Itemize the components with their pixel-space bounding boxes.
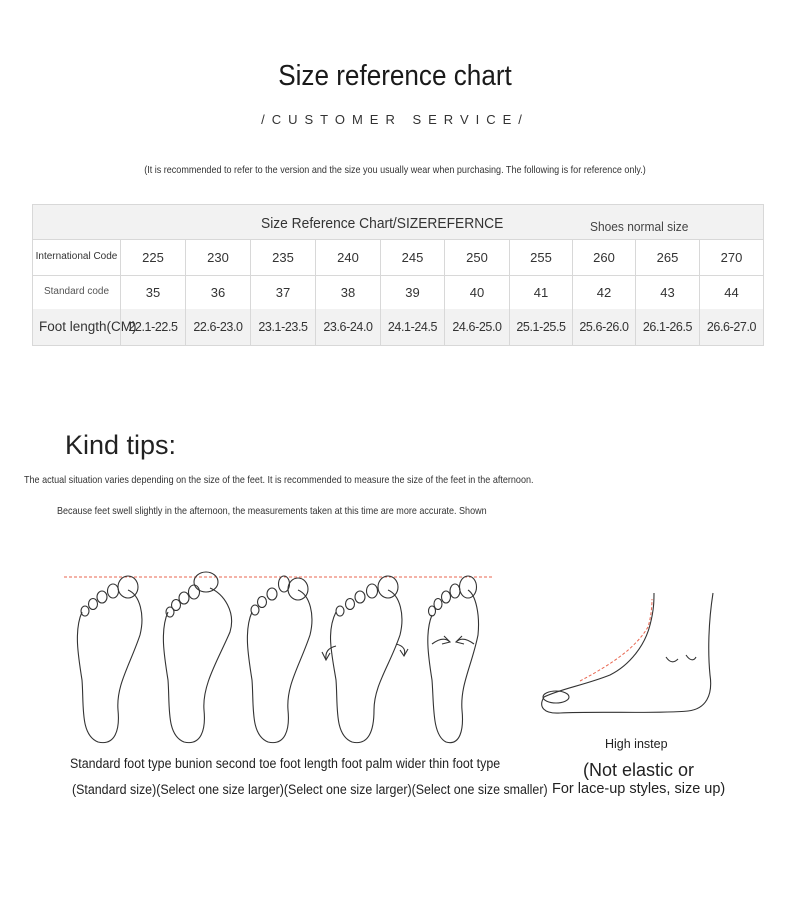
table-title: Size Reference Chart/SIZEREFERNCE — [261, 215, 504, 232]
table-cell: 25.6-26.0 — [572, 309, 635, 345]
instep-note: For lace-up styles, size up) — [552, 781, 726, 797]
table-cell: 22.1-22.5 — [120, 309, 185, 345]
table-row — [33, 309, 763, 345]
table-cell: 225 — [120, 239, 185, 275]
table-cell: 235 — [250, 239, 315, 275]
table-cell: 255 — [509, 239, 572, 275]
table-cell: 24.1-24.5 — [380, 309, 444, 345]
table-cell: 270 — [699, 239, 763, 275]
table-cell: 43 — [635, 275, 699, 309]
tip-line: Because feet swell slightly in the afternoon, the measurements taken at this time are more accurate. Shown — [57, 505, 487, 517]
foot-types-caption: Standard foot type bunion second toe foot length foot palm wider thin foot type — [70, 756, 501, 771]
table-cell: 36 — [185, 275, 250, 309]
instep-guide-line — [580, 599, 652, 681]
foot-sizes-caption: (Standard size)(Select one size larger)(Select one size larger)(Select one size smaller) — [72, 782, 548, 797]
standard-foot-icon — [77, 576, 142, 743]
table-cell: 38 — [315, 275, 380, 309]
table-cell: 240 — [315, 239, 380, 275]
table-cell: 40 — [444, 275, 509, 309]
table-cell: 42 — [572, 275, 635, 309]
tip-line: The actual situation varies depending on the size of the feet. It is recommended to measure the size of the feet in the afternoon. — [24, 474, 534, 486]
page-title: Size reference chart — [278, 60, 512, 92]
table-cell: 25.1-25.5 — [509, 309, 572, 345]
table-cell: 23.6-24.0 — [315, 309, 380, 345]
foot-types-illustration — [60, 560, 500, 750]
foot-side-outline — [542, 593, 713, 713]
table-cell: 260 — [572, 239, 635, 275]
bunion-foot-icon — [163, 572, 231, 743]
table-cell: 35 — [120, 275, 185, 309]
table-cell: 41 — [509, 275, 572, 309]
row-label: International Code — [35, 251, 118, 262]
instep-note: (Not elastic or — [583, 760, 695, 780]
table-cell: 37 — [250, 275, 315, 309]
table-cell: 250 — [444, 239, 509, 275]
table-side-title: Shoes normal size — [590, 219, 689, 234]
table-row — [33, 275, 763, 310]
table-cell: 26.1-26.5 — [635, 309, 699, 345]
wide-foot-icon — [322, 576, 408, 743]
purchase-note: (It is recommended to refer to the version and the size you usually wear when purchasing. The following is for reference only.) — [144, 164, 646, 176]
table-cell: 44 — [699, 275, 763, 309]
table-cell: 245 — [380, 239, 444, 275]
tips-title: Kind tips: — [65, 430, 177, 460]
table-cell: 23.1-23.5 — [250, 309, 315, 345]
table-cell: 230 — [185, 239, 250, 275]
table-cell: 26.6-27.0 — [699, 309, 763, 345]
page-subtitle: /CUSTOMER SERVICE/ — [261, 112, 529, 127]
high-instep-illustration — [530, 585, 720, 720]
row-label: Foot length(CM) — [39, 319, 137, 334]
instep-label: High instep — [605, 737, 668, 751]
table-header — [33, 205, 763, 240]
table-cell: 265 — [635, 239, 699, 275]
thin-foot-icon — [428, 576, 479, 743]
table-cell: 39 — [380, 275, 444, 309]
size-table — [32, 204, 764, 346]
row-label: Standard code — [43, 286, 110, 297]
second-toe-foot-icon — [247, 576, 312, 743]
table-cell: 24.6-25.0 — [444, 309, 509, 345]
table-row — [33, 239, 763, 276]
table-cell: 22.6-23.0 — [185, 309, 250, 345]
